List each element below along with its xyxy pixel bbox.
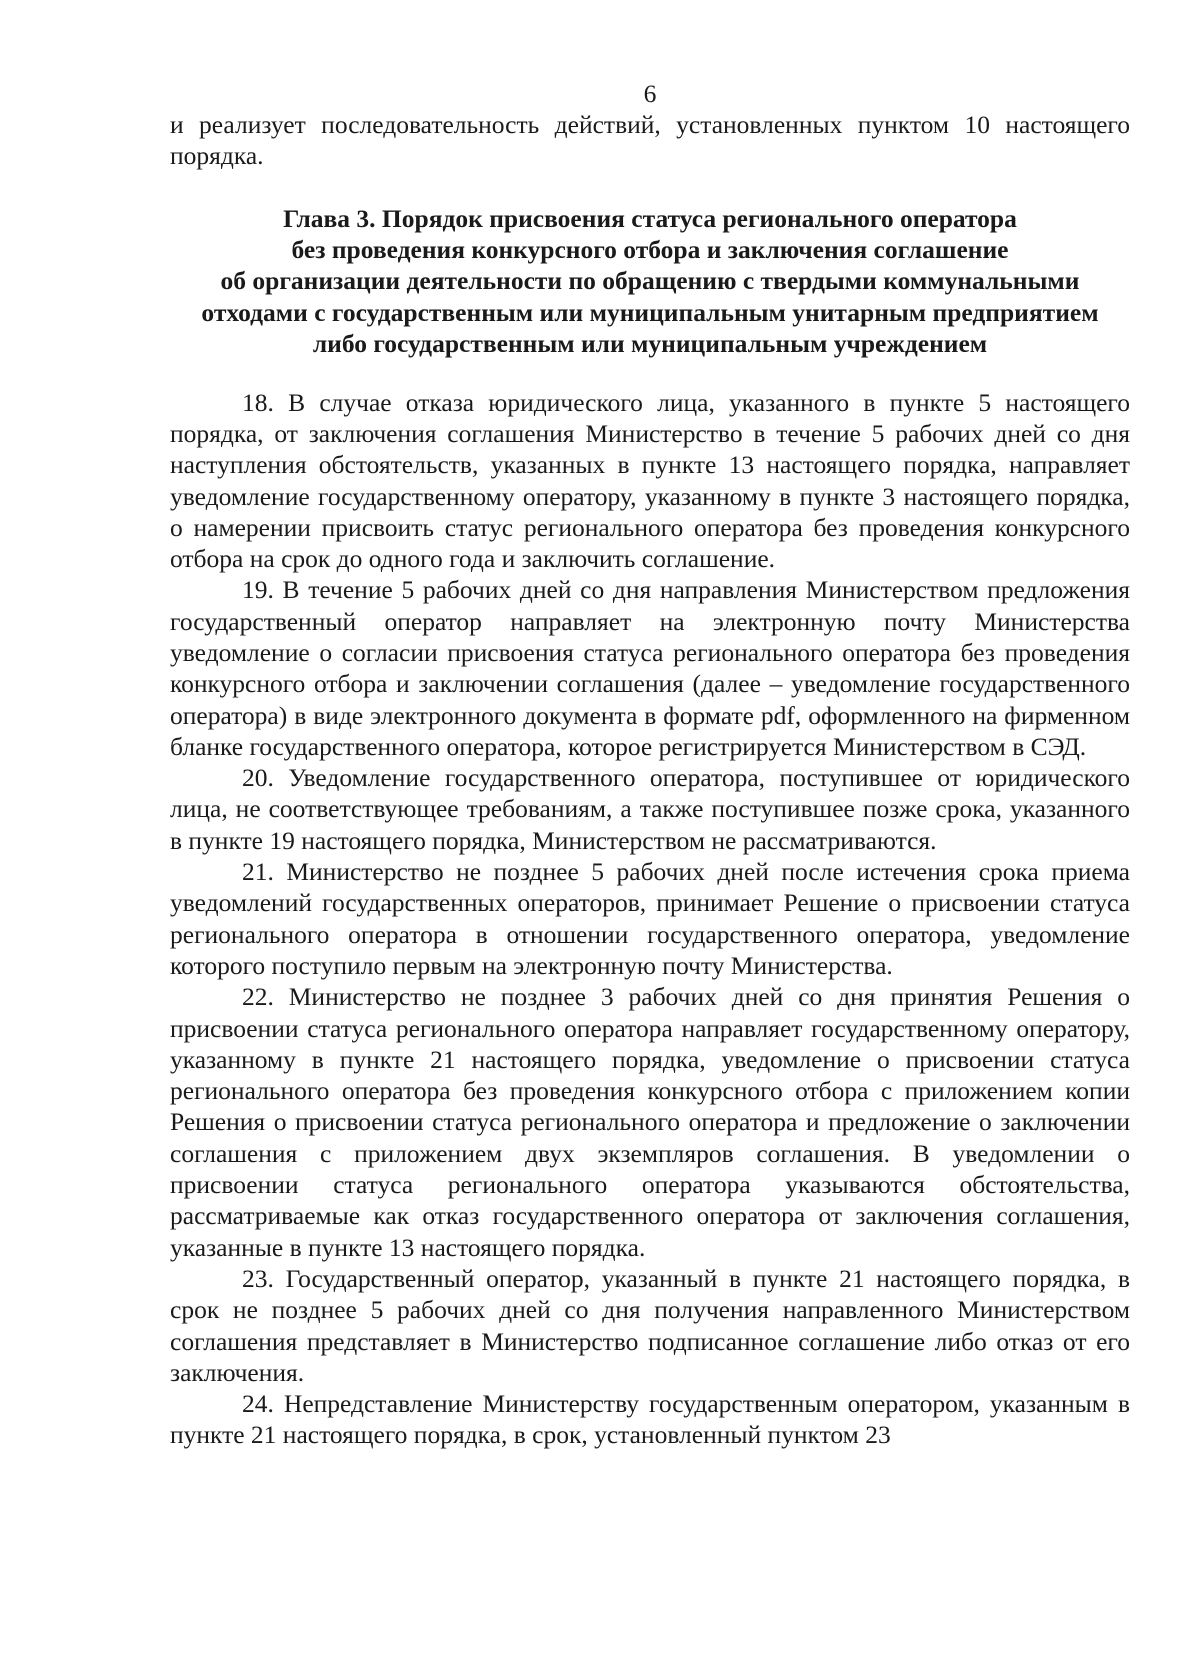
chapter-title-line: Глава 3. Порядок присвоения статуса регионального оператора <box>283 203 1017 233</box>
chapter-title-line: отходами с государственным или муниципальным унитарным предприятием <box>201 297 1099 327</box>
chapter-title <box>170 203 1130 360</box>
chapter-title-line: без проведения конкурсного отбора и заключения соглашение <box>291 235 1009 264</box>
chapter-title-line: об организации деятельности по обращению с твердыми коммунальными <box>220 266 1080 296</box>
paragraph-22: 22. Министерство не позднее 3 рабочих дней со дня принятия Решения о присвоении статуса регионального оператора направляет государственному оператору, указанному в пункте 21 настоящего порядка, уведомление о присвоении статуса регионального оператора без проведения конкурсного отбора с приложением копии Решения о присвоении статуса регионального оператора и предложение о заключении соглашения с приложением двух экземпляров соглашения. В уведомлении о присвоении статуса регионального оператора указываются обстоятельства, рассматриваемые как отказ государственного оператора от заключения соглашения, указанные в пункте 13 настоящего порядка. <box>170 982 1130 1262</box>
paragraph-21: 21. Министерство не позднее 5 рабочих дней после истечения срока приема уведомлений государственных операторов, принимает Решение о присвоении статуса регионального оператора в отношении государственного оператора, уведомление которого поступило первым на электронную почту Министерства. <box>170 857 1130 980</box>
paragraph-24: 24. Непредставление Министерству государственным оператором, указанным в пункте 21 настоящего порядка, в срок, установленный пунктом 23 <box>170 1389 1130 1450</box>
paragraph-19: 19. В течение 5 рабочих дней со дня направления Министерством предложения государственный оператор направляет на электронную почту Министерства уведомление о согласии присвоения статуса регионального оператора без проведения конкурсного отбора и заключении соглашения (далее – уведомление государственного оператора) в виде электронного документа в формате pdf, оформленного на фирменном бланке государственного оператора, которое регистрируется Министерством в СЭД. <box>170 575 1130 761</box>
lead-paragraph: и реализует последовательность действий, установленных пунктом 10 настоящего порядка. <box>170 110 1130 171</box>
document-page <box>170 78 1130 1451</box>
paragraph-23: 23. Государственный оператор, указанный в пункте 21 настоящего порядка, в срок не позднее 5 рабочих дней со дня получения направленного Министерством соглашения представляет в Министерство подписанное соглашение либо отказ от его заключения. <box>170 1263 1130 1387</box>
paragraph-18: 18. В случае отказа юридического лица, указанного в пункте 5 настоящего порядка, от заключения соглашения Министерство в течение 5 рабочих дней со дня наступления обстоятельств, указанных в пункте 13 настоящего порядка, направляет уведомление государственному оператору, указанному в пункте 3 настоящего порядка, о намерении присвоить статус регионального оператора без проведения конкурсного отбора на срок до одного года и заключить соглашение. <box>170 387 1130 574</box>
paragraph-20: 20. Уведомление государственного оператора, поступившее от юридического лица, не соответствующее требованиям, а также поступившее позже срока, указанного в пункте 19 настоящего порядка, Министерством не рассматриваются. <box>170 763 1130 855</box>
chapter-title-line: либо государственным или муниципальным учреждением <box>312 329 988 359</box>
page-number: 6 <box>643 79 657 108</box>
